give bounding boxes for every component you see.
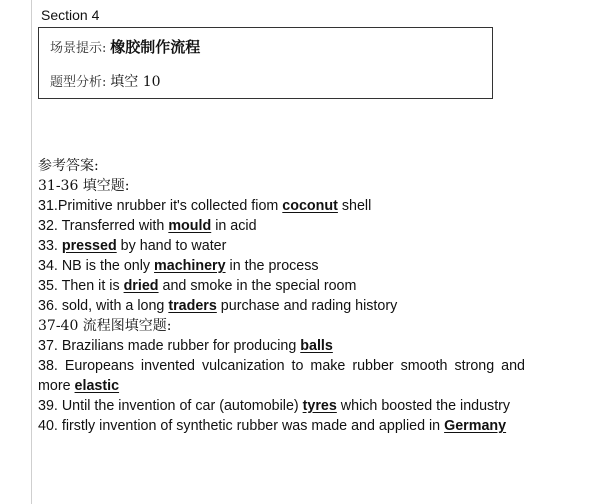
scene-info-box bbox=[38, 27, 493, 99]
answer-item-text: in the process bbox=[225, 258, 319, 274]
answer-item-text: shell bbox=[337, 198, 372, 214]
answer-item-36 bbox=[38, 296, 525, 316]
answer-item-text: in acid bbox=[211, 218, 257, 234]
answer-item-37 bbox=[38, 336, 525, 356]
answer-word: machinery bbox=[154, 258, 226, 274]
question-type-label: 题型分析: bbox=[50, 75, 107, 90]
group-heading-37-40: 37-40 流程图填空题: bbox=[38, 318, 172, 334]
answer-word: dried bbox=[123, 278, 159, 294]
answer-item-31 bbox=[38, 196, 525, 216]
scene-label: 场景提示: bbox=[50, 41, 107, 56]
answer-item-34 bbox=[38, 256, 525, 276]
left-margin-rule bbox=[31, 0, 32, 504]
group-heading-31-36: 31-36 填空题: bbox=[38, 178, 130, 194]
answer-item-text: 32. Transferred with bbox=[38, 218, 169, 234]
answer-item-text: 38. Europeans invented vulcanization to make rubber smooth strong and more bbox=[38, 358, 525, 394]
question-type-value: 填空 10 bbox=[110, 74, 161, 90]
answer-item-text: 36. sold, with a long bbox=[38, 298, 169, 314]
answer-item-40 bbox=[38, 416, 525, 436]
question-type-row bbox=[50, 71, 161, 93]
answer-item-text: purchase and rading history bbox=[216, 298, 398, 314]
answer-item-text: which boosted the industry bbox=[336, 398, 511, 414]
answer-item-text: 35. Then it is bbox=[38, 278, 124, 294]
answer-item-text: and smoke in the special room bbox=[158, 278, 357, 294]
scene-value: 橡胶制作流程 bbox=[110, 38, 201, 56]
answer-word: elastic bbox=[74, 378, 120, 394]
answer-word: Germany bbox=[444, 418, 507, 434]
section-title: Section 4 bbox=[41, 7, 100, 23]
answer-item-text: 31.Primitive nrubber it's collected fiom bbox=[38, 198, 283, 214]
answer-item-39 bbox=[38, 396, 525, 416]
answer-item-text: 39. Until the invention of car (automobile) bbox=[38, 398, 303, 414]
answer-word: pressed bbox=[61, 238, 117, 254]
answer-item-text: 33. bbox=[38, 238, 62, 254]
answer-word: coconut bbox=[282, 198, 338, 214]
answer-item-text: by hand to water bbox=[116, 238, 227, 254]
answer-word: tyres bbox=[302, 398, 337, 414]
answer-item-38 bbox=[38, 356, 525, 396]
scene-row bbox=[50, 37, 200, 59]
answer-word: mould bbox=[168, 218, 212, 234]
answer-item-text: 37. Brazilians made rubber for producing bbox=[38, 338, 301, 354]
answer-item-33 bbox=[38, 236, 525, 256]
answer-word: traders bbox=[168, 298, 217, 314]
answer-word: balls bbox=[300, 338, 333, 354]
answer-item-32 bbox=[38, 216, 525, 236]
answer-item-text: 34. NB is the only bbox=[38, 258, 155, 274]
answer-key bbox=[38, 156, 525, 436]
answer-item-text: 40. firstly invention of synthetic rubber was made and applied in bbox=[38, 418, 445, 434]
answer-key-heading: 参考答案: bbox=[38, 158, 99, 174]
answer-item-35 bbox=[38, 276, 525, 296]
